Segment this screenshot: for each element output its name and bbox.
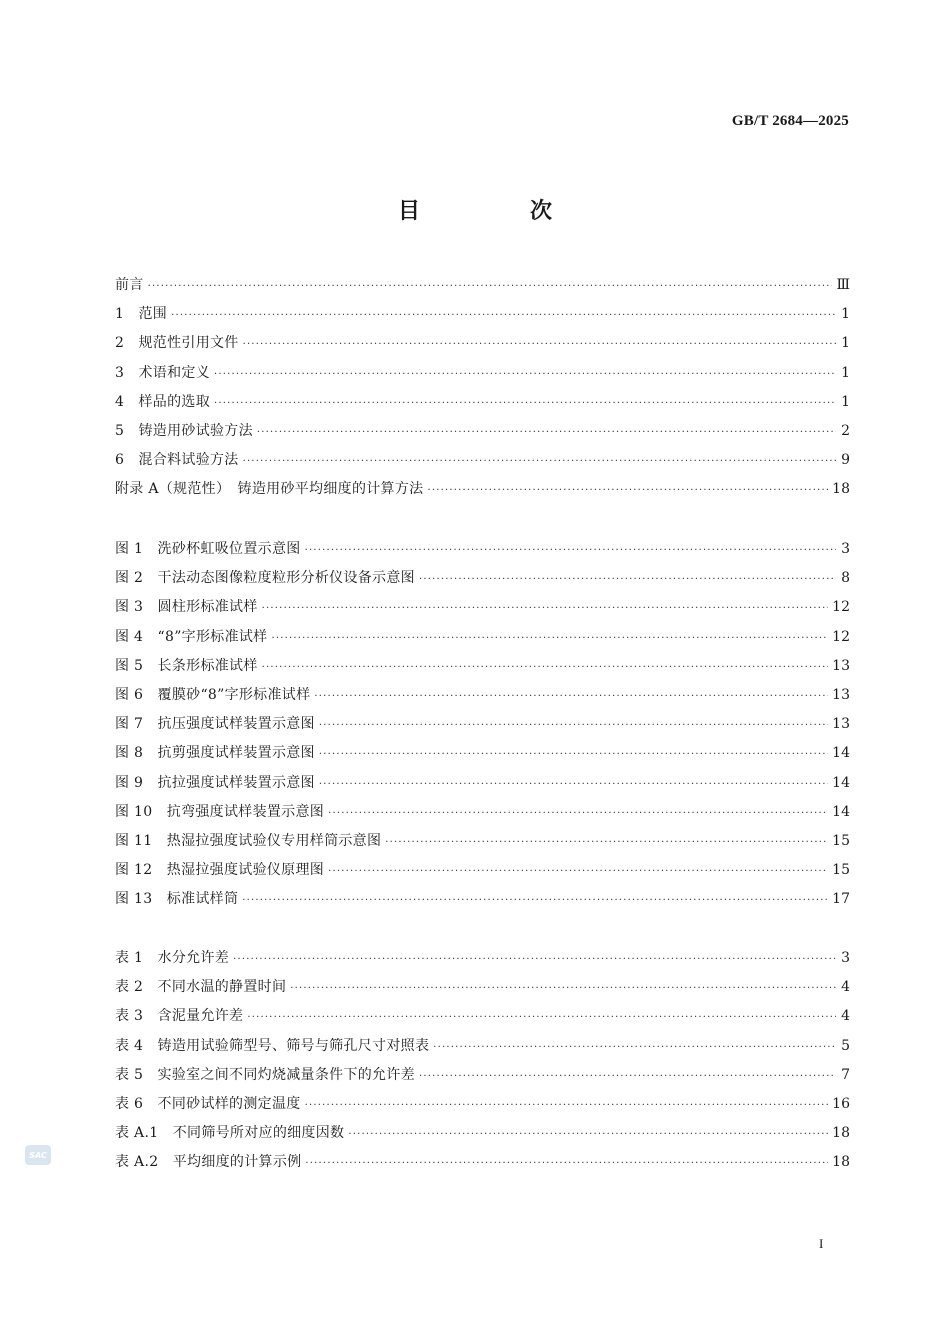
dot-leader xyxy=(433,1042,836,1053)
page-number: I xyxy=(819,1236,824,1251)
toc-entry-label: 表 A.2 平均细度的计算示例 xyxy=(115,1154,302,1171)
toc-figure-entry[interactable] xyxy=(115,801,850,821)
toc-figure-entry[interactable] xyxy=(115,859,850,879)
toc-entry-page: 17 xyxy=(832,891,850,908)
toc-entry-page: 2 xyxy=(841,423,850,439)
dot-leader xyxy=(214,369,836,380)
toc-entry-label: 2 规范性引用文件 xyxy=(115,335,239,352)
toc-entry[interactable] xyxy=(115,332,850,352)
toc-table-entry[interactable] xyxy=(115,1035,850,1055)
toc-entry-page: 7 xyxy=(841,1066,850,1083)
toc-figure-entry[interactable] xyxy=(115,538,850,558)
toc-entry-page: 5 xyxy=(841,1037,850,1054)
toc-entry-page: 12 xyxy=(832,599,850,616)
toc-figure-entry[interactable] xyxy=(115,772,850,792)
toc-figure-entry[interactable] xyxy=(115,830,850,850)
toc-entry-label: 3 术语和定义 xyxy=(115,364,211,381)
page-title: 目 次 xyxy=(397,199,596,224)
toc-entry-page: 15 xyxy=(832,833,850,849)
toc-table-entry[interactable] xyxy=(115,1005,850,1025)
toc-figure-entry[interactable] xyxy=(115,567,850,587)
toc-entry[interactable] xyxy=(115,391,850,411)
dot-leader xyxy=(247,1012,836,1023)
toc-entry-label: 图 5 长条形标准试样 xyxy=(115,657,258,674)
dot-leader xyxy=(290,983,836,994)
toc-entry-label: 图 9 抗拉强度试样装置示意图 xyxy=(115,774,315,791)
toc-entry-page: 15 xyxy=(832,862,850,879)
dot-leader xyxy=(262,662,829,673)
toc-entry[interactable] xyxy=(115,449,850,469)
toc-figure-entry[interactable] xyxy=(115,713,850,733)
toc-table-entry[interactable] xyxy=(115,1151,850,1171)
dot-leader xyxy=(319,720,828,731)
toc-entry-label: 附录 A（规范性） 铸造用砂平均细度的计算方法 xyxy=(115,481,424,498)
dot-leader xyxy=(305,545,836,556)
dot-leader xyxy=(243,456,836,467)
toc-entry-label: 表 A.1 不同筛号所对应的细度因数 xyxy=(115,1125,345,1142)
toc-entry-label: 图 4 “8”字形标准试样 xyxy=(115,628,268,645)
dot-leader xyxy=(427,485,828,496)
toc-entry-page: 9 xyxy=(841,452,850,469)
dot-leader xyxy=(257,427,836,438)
toc-entry[interactable] xyxy=(115,420,850,440)
toc-entry-label: 5 铸造用砂试验方法 xyxy=(115,423,253,439)
toc-entry-label: 图 10 抗弯强度试样装置示意图 xyxy=(115,803,325,820)
toc-table-entry[interactable] xyxy=(115,947,850,967)
toc-entry-page: 14 xyxy=(832,774,850,791)
dot-leader xyxy=(305,1158,828,1169)
toc-entry-label: 图 2 干法动态图像粒度粒形分析仪设备示意图 xyxy=(115,570,415,587)
toc-entry-label: 图 13 标准试样筒 xyxy=(115,891,239,908)
toc-entry-page: 12 xyxy=(832,628,850,645)
toc-entry-label: 图 1 洗砂杯虹吸位置示意图 xyxy=(115,541,301,557)
toc-entry-label: 前言 xyxy=(115,277,144,293)
toc-entry-label: 表 1 水分允许差 xyxy=(115,950,230,966)
toc-entry-label: 表 2 不同水温的静置时间 xyxy=(115,979,287,996)
toc-entry-label: 图 11 热湿拉强度试验仪专用样筒示意图 xyxy=(115,833,382,849)
toc-figure-entry[interactable] xyxy=(115,626,850,646)
toc-entry[interactable] xyxy=(115,303,850,323)
dot-leader xyxy=(171,310,836,321)
toc-entry-page: 4 xyxy=(841,979,850,996)
standard-number: GB/T 2684—2025 xyxy=(731,113,849,129)
dot-leader xyxy=(319,779,828,790)
dot-leader xyxy=(348,1129,828,1140)
dot-leader xyxy=(243,339,836,350)
toc-entry[interactable] xyxy=(115,362,850,382)
dot-leader xyxy=(419,574,836,585)
dot-leader xyxy=(271,633,828,644)
toc-entry-label: 图 6 覆膜砂“8”字形标准试样 xyxy=(115,687,311,703)
toc-figure-entry[interactable] xyxy=(115,684,850,704)
toc-entry-page: 8 xyxy=(841,570,850,587)
toc-table-entry[interactable] xyxy=(115,1093,850,1113)
toc-entry-label: 图 8 抗剪强度试样装置示意图 xyxy=(115,745,315,762)
toc-entry-label: 表 3 含泥量允许差 xyxy=(115,1008,244,1025)
toc-entry-label: 表 5 实验室之间不同灼烧减量条件下的允许差 xyxy=(115,1066,415,1083)
toc-entry-page: 16 xyxy=(832,1096,850,1112)
toc-entry-page: 18 xyxy=(832,1154,850,1171)
toc-entry-label: 表 6 不同砂试样的测定温度 xyxy=(115,1096,301,1112)
toc-entry-page: 4 xyxy=(841,1008,850,1025)
toc-figure-entry[interactable] xyxy=(115,596,850,616)
toc-entry-page: 14 xyxy=(832,745,850,762)
toc-entry-page: 13 xyxy=(832,716,850,733)
toc-figure-entry[interactable] xyxy=(115,742,850,762)
toc-entry-page: 1 xyxy=(841,306,850,323)
toc-entry-page: 3 xyxy=(841,950,850,966)
dot-leader xyxy=(419,1071,836,1082)
toc-entry-label: 6 混合料试验方法 xyxy=(115,452,239,469)
toc-figure-entry[interactable] xyxy=(115,888,850,908)
toc-entry-page: 1 xyxy=(841,393,850,410)
dot-leader xyxy=(262,603,829,614)
dot-leader xyxy=(148,281,833,292)
toc-table-entry[interactable] xyxy=(115,1064,850,1084)
dot-leader xyxy=(328,808,828,819)
dot-leader xyxy=(242,895,828,906)
toc-entry-label: 表 4 铸造用试验筛型号、筛号与筛孔尺寸对照表 xyxy=(115,1037,430,1054)
toc-entry-page: 14 xyxy=(832,803,850,820)
toc-entry-page: Ⅲ xyxy=(836,277,850,293)
sac-watermark-logo: SAC xyxy=(25,1145,51,1165)
toc-entry-label: 图 7 抗压强度试样装置示意图 xyxy=(115,716,315,733)
toc-entry-page: 13 xyxy=(832,687,850,703)
toc-table-entry[interactable] xyxy=(115,976,850,996)
dot-leader xyxy=(305,1100,829,1111)
toc-entry-page: 3 xyxy=(841,541,850,557)
dot-leader xyxy=(214,398,836,409)
toc-entry-page: 1 xyxy=(841,364,850,381)
dot-leader xyxy=(233,954,836,965)
toc-entry-page: 1 xyxy=(841,335,850,352)
dot-leader xyxy=(328,866,828,877)
toc-entry[interactable] xyxy=(115,274,850,294)
toc-entry-page: 13 xyxy=(832,657,850,674)
toc-table-entry[interactable] xyxy=(115,1122,850,1142)
toc-entry[interactable] xyxy=(115,478,850,498)
dot-leader xyxy=(319,749,828,760)
toc-entry-label: 4 样品的选取 xyxy=(115,393,211,410)
toc-entry-page: 18 xyxy=(832,1125,850,1142)
toc-figure-entry[interactable] xyxy=(115,655,850,675)
dot-leader xyxy=(314,691,828,702)
toc-entry-label: 1 范围 xyxy=(115,306,168,323)
toc-entry-label: 图 3 圆柱形标准试样 xyxy=(115,599,258,616)
toc-entry-label: 图 12 热湿拉强度试验仪原理图 xyxy=(115,862,325,879)
toc-entry-page: 18 xyxy=(832,481,850,498)
dot-leader xyxy=(385,837,828,848)
